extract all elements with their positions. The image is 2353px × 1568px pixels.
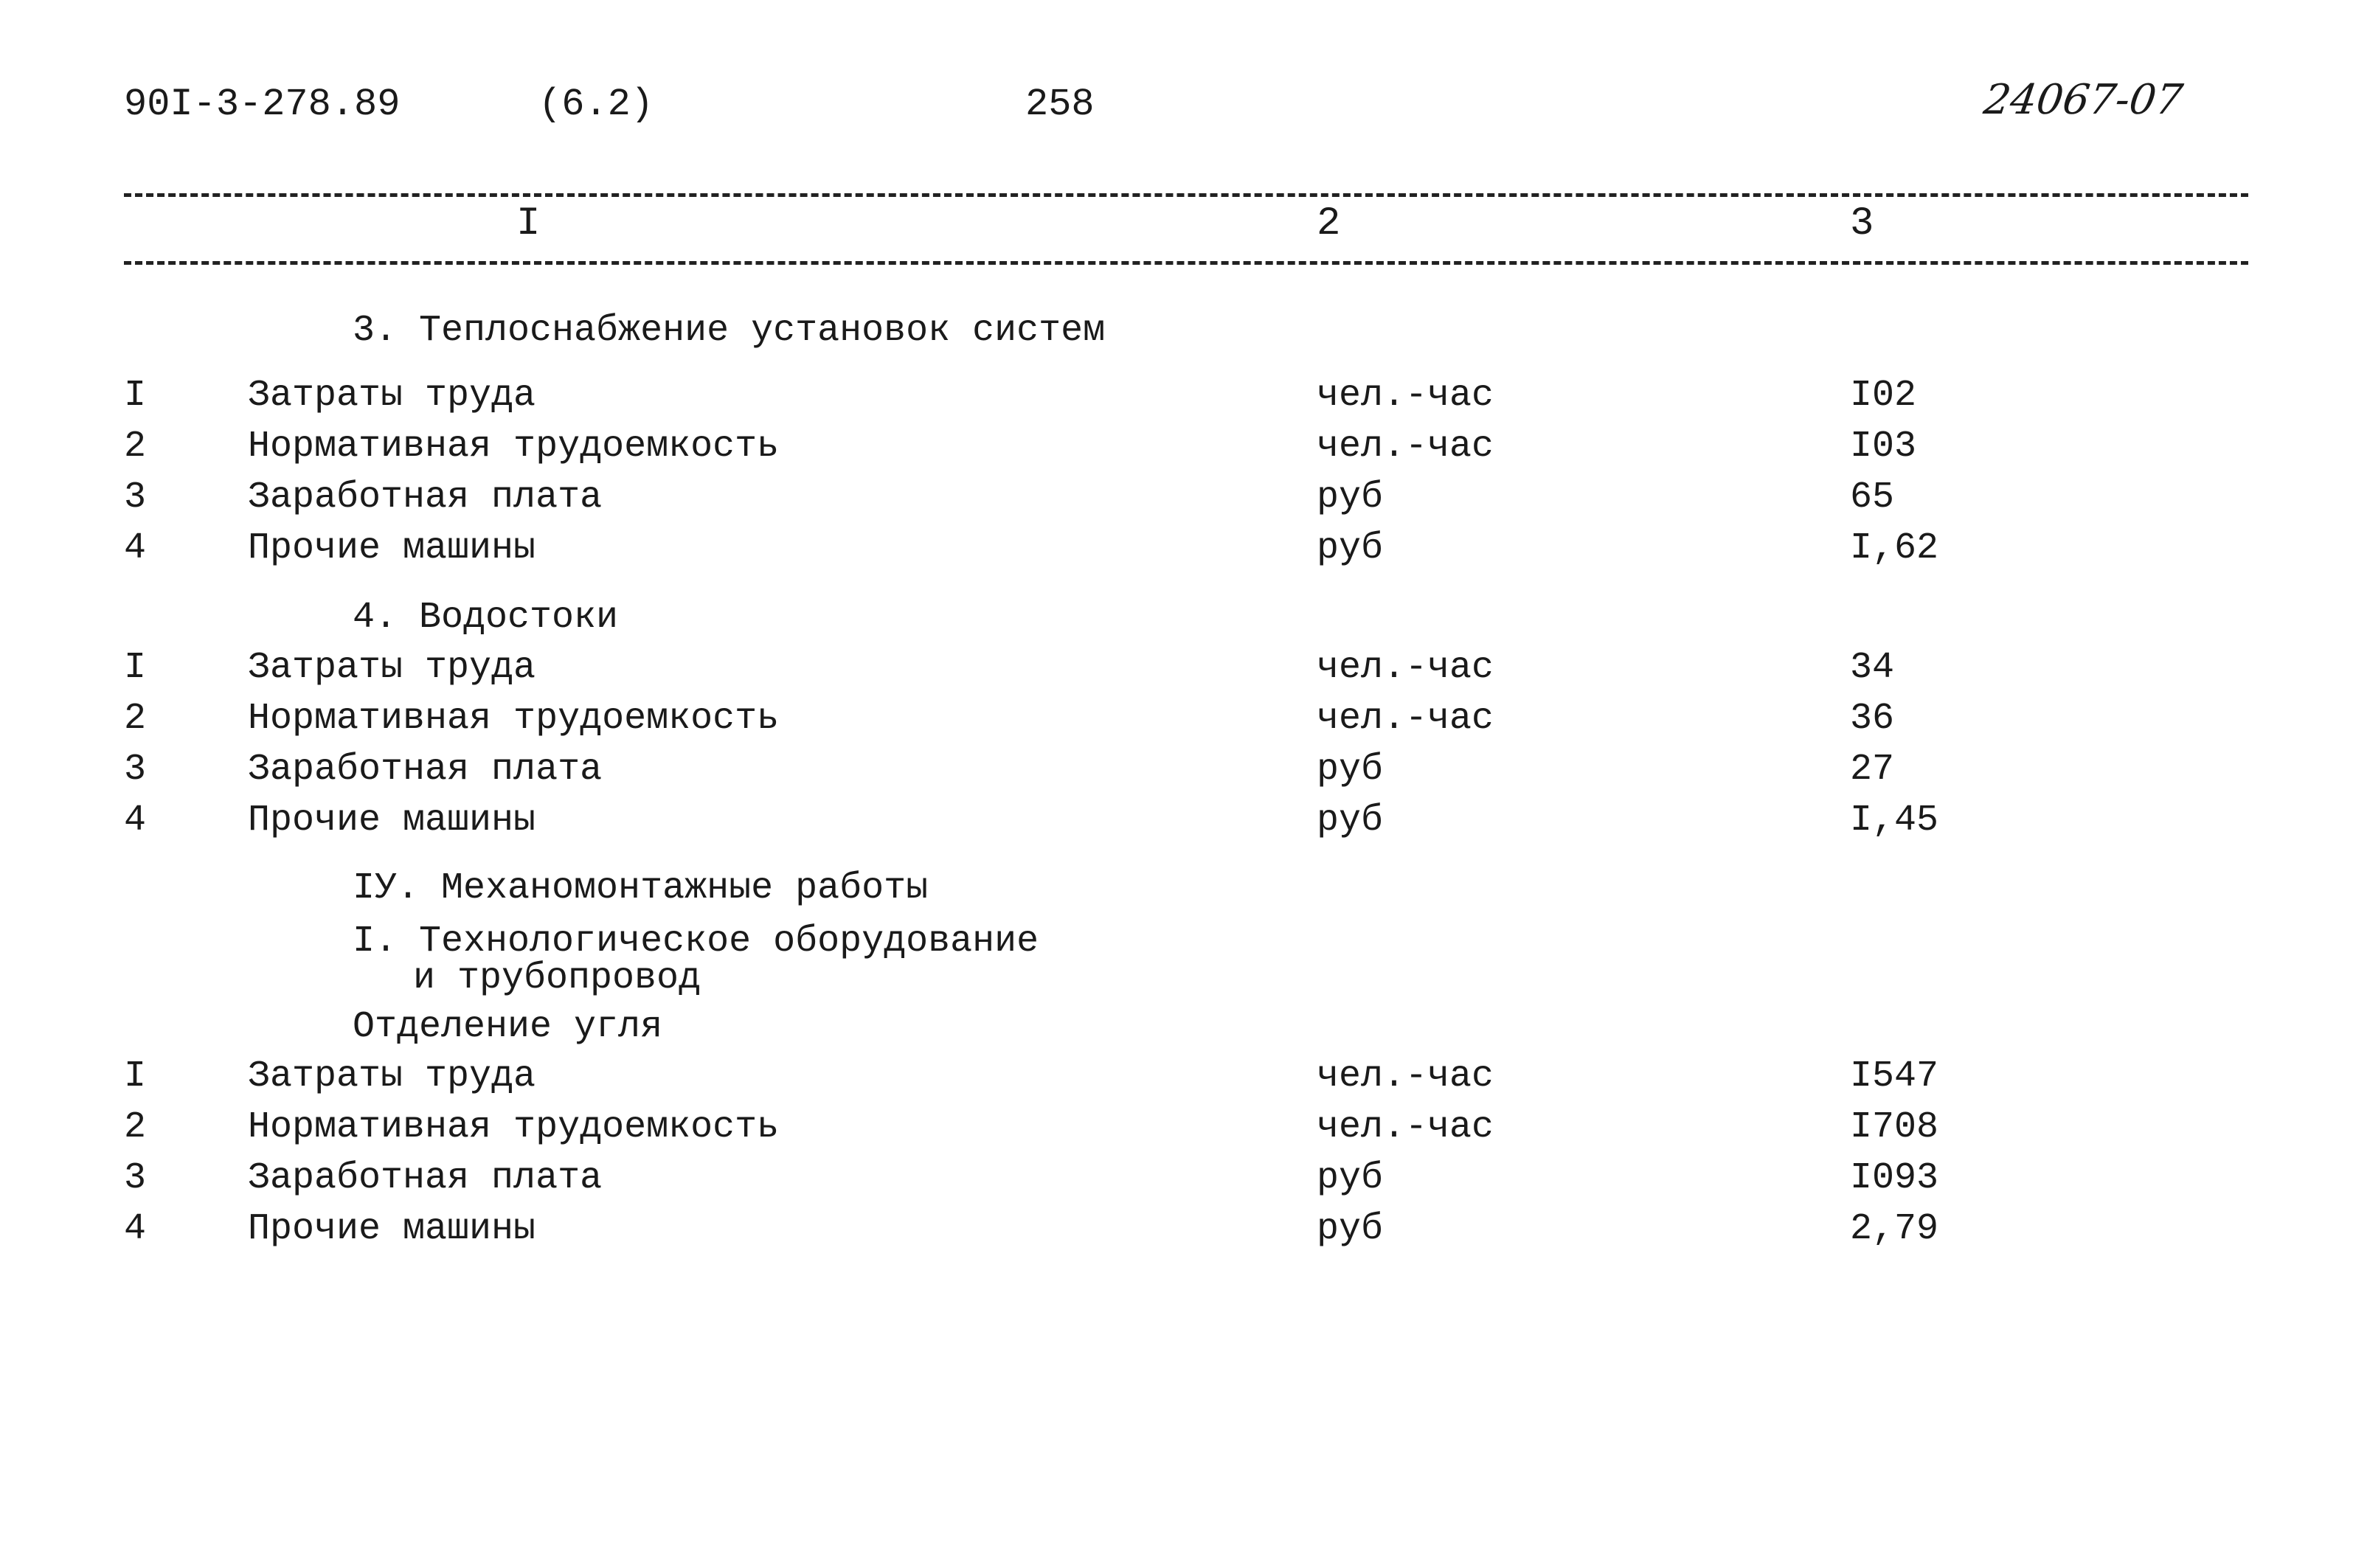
row-number: 3 xyxy=(124,1157,147,1199)
table-row xyxy=(0,1206,2353,1253)
row-value: 36 xyxy=(1850,698,1895,740)
row-number: 2 xyxy=(124,698,147,740)
column-header-3: 3 xyxy=(1850,201,1874,246)
row-unit: чел.-час xyxy=(1317,375,1494,417)
subsection-title xyxy=(353,920,1039,999)
section-title: 4. Водостоки xyxy=(353,597,619,639)
table-header-divider xyxy=(124,261,2248,265)
row-name: Заработная плата xyxy=(248,749,603,791)
handwritten-stamp: 24067-07 xyxy=(1981,76,2186,124)
row-value: 2,79 xyxy=(1850,1208,1939,1250)
row-name: Прочие машины xyxy=(248,799,536,842)
row-value: I708 xyxy=(1850,1106,1939,1148)
row-unit: чел.-час xyxy=(1317,698,1494,740)
section-title: 3. Теплоснабжение установок систем xyxy=(353,310,1106,352)
row-unit: руб xyxy=(1317,799,1384,842)
row-unit: чел.-час xyxy=(1317,426,1494,468)
table-row xyxy=(0,695,2353,743)
row-name: Прочие машины xyxy=(248,527,536,569)
subsection-title-line2: и трубопровод xyxy=(413,957,701,999)
column-header-2: 2 xyxy=(1317,201,1341,246)
page-number: 258 xyxy=(1025,83,1095,126)
row-number: 4 xyxy=(124,1208,147,1250)
row-value: I02 xyxy=(1850,375,1917,417)
subsection-label: Отделение угля xyxy=(353,1006,663,1048)
row-unit: руб xyxy=(1317,527,1384,569)
table-row xyxy=(0,1155,2353,1202)
row-unit: чел.-час xyxy=(1317,647,1494,689)
table-row xyxy=(0,372,2353,420)
row-name: Затраты труда xyxy=(248,375,536,417)
row-name: Нормативная трудоемкость xyxy=(248,1106,780,1148)
row-value: 27 xyxy=(1850,749,1895,791)
row-unit: руб xyxy=(1317,476,1384,518)
section-title: IУ. Механомонтажные работы xyxy=(353,867,929,909)
row-number: 4 xyxy=(124,527,147,569)
row-value: I03 xyxy=(1850,426,1917,468)
row-name: Прочие машины xyxy=(248,1208,536,1250)
table-row xyxy=(0,645,2353,692)
row-number: I xyxy=(124,375,147,417)
row-value: I547 xyxy=(1850,1055,1939,1097)
row-unit: чел.-час xyxy=(1317,1106,1494,1148)
row-value: 34 xyxy=(1850,647,1895,689)
row-name: Заработная плата xyxy=(248,476,603,518)
row-unit: руб xyxy=(1317,1208,1384,1250)
row-number: 4 xyxy=(124,799,147,842)
row-name: Нормативная трудоемкость xyxy=(248,426,780,468)
subsection-title-line1: I. Технологическое оборудование xyxy=(353,920,1039,962)
row-unit: чел.-час xyxy=(1317,1055,1494,1097)
row-value: I093 xyxy=(1850,1157,1939,1199)
table-top-divider xyxy=(124,193,2248,197)
row-unit: руб xyxy=(1317,1157,1384,1199)
table-row xyxy=(0,423,2353,471)
row-number: I xyxy=(124,1055,147,1097)
row-name: Нормативная трудоемкость xyxy=(248,698,780,740)
row-value: I,62 xyxy=(1850,527,1939,569)
row-number: 3 xyxy=(124,476,147,518)
table-row xyxy=(0,525,2353,572)
document-version: (6.2) xyxy=(538,83,654,126)
table-row xyxy=(0,1053,2353,1100)
column-header-1: I xyxy=(516,201,541,246)
document-code: 90I-3-278.89 xyxy=(124,83,401,126)
table-row xyxy=(0,474,2353,521)
row-name: Заработная плата xyxy=(248,1157,603,1199)
table-row xyxy=(0,797,2353,844)
row-value: 65 xyxy=(1850,476,1895,518)
row-number: 3 xyxy=(124,749,147,791)
row-number: I xyxy=(124,647,147,689)
table-row xyxy=(0,746,2353,794)
row-unit: руб xyxy=(1317,749,1384,791)
row-name: Затраты труда xyxy=(248,1055,536,1097)
row-value: I,45 xyxy=(1850,799,1939,842)
row-name: Затраты труда xyxy=(248,647,536,689)
row-number: 2 xyxy=(124,426,147,468)
table-row xyxy=(0,1104,2353,1151)
row-number: 2 xyxy=(124,1106,147,1148)
